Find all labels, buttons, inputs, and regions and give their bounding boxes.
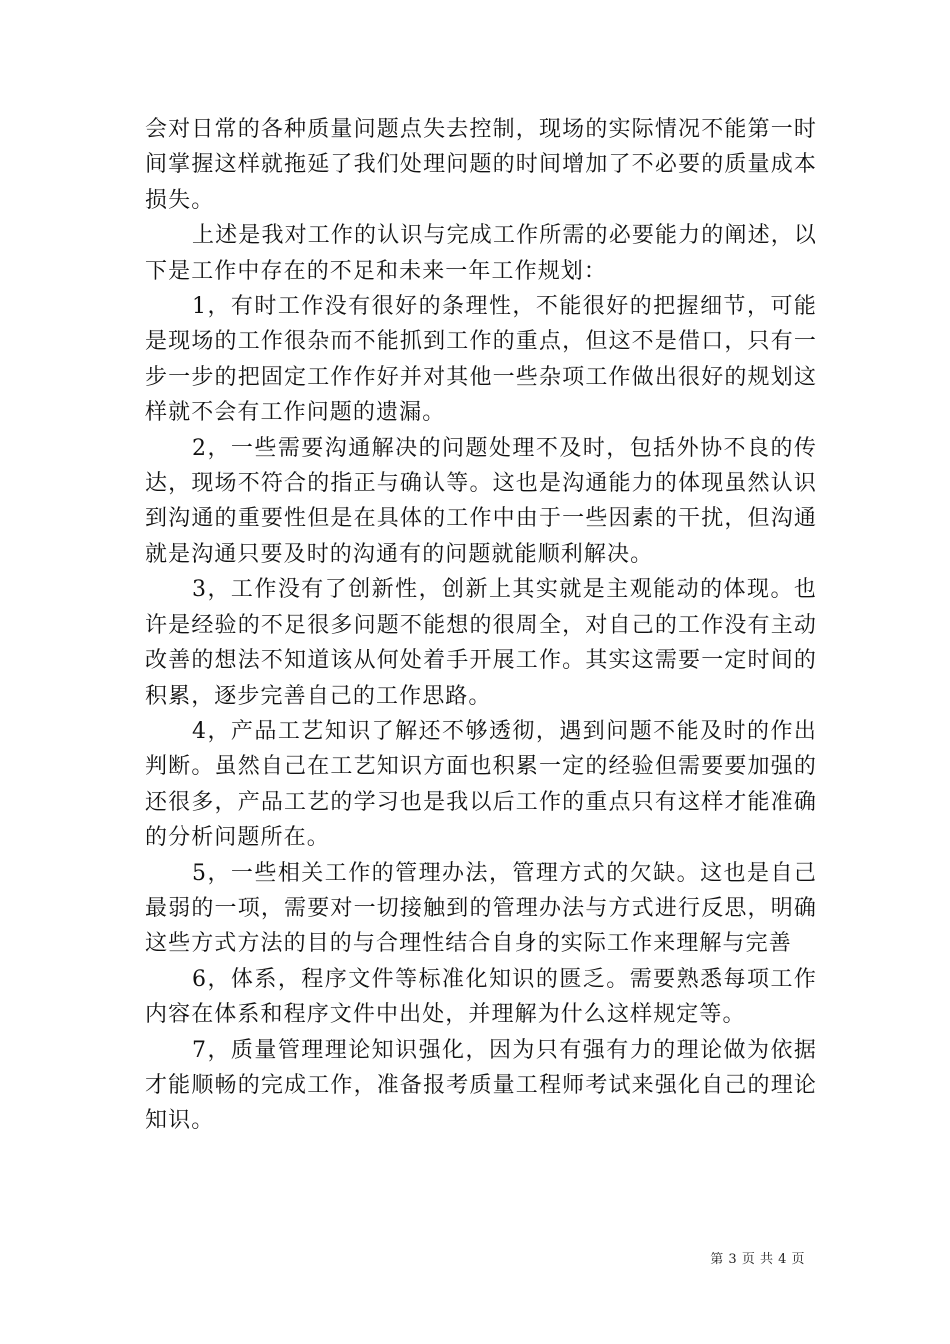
page-number-footer: 第 3 页 共 4 页 xyxy=(710,1252,805,1267)
paragraph-item-7: 7，质量管理理论知识强化，因为只有强有力的理论做为依据才能顺畅的完成工作，准备报考质量工程师考试来强化自己的理论知识。 xyxy=(145,1037,817,1134)
paragraph-item-6: 6，体系，程序文件等标准化知识的匮乏。需要熟悉每项工作内容在体系和程序文件中出处，并理解为什么这样规定等。 xyxy=(145,966,817,1028)
paragraph-item-4: 4，产品工艺知识了解还不够透彻，遇到问题不能及时的作出判断。虽然自己在工艺知识方面也积累一定的经验但需要要加强的还很多，产品工艺的学习也是我以后工作的重点只有这样才能准确的分析问题所在。 xyxy=(145,718,817,851)
paragraph-intro: 上述是我对工作的认识与完成工作所需的必要能力的阐述，以下是工作中存在的不足和未来一年工作规划： xyxy=(145,223,817,284)
paragraph-item-3: 3，工作没有了创新性，创新上其实就是主观能动的体现。也许是经验的不足很多问题不能想的很周全，对自己的工作没有主动改善的想法不知道该从何处着手开展工作。其实这需要一定时间的积累，逐步完善自己的工作思路。 xyxy=(145,577,817,709)
paragraph-item-5: 5，一些相关工作的管理办法，管理方式的欠缺。这也是自己最弱的一项，需要对一切接触到的管理办法与方式进行反思，明确这些方式方法的目的与合理性结合自身的实际工作来理解与完善 xyxy=(145,860,817,957)
paragraph-item-2: 2，一些需要沟通解决的问题处理不及时，包括外协不良的传达，现场不符合的指正与确认等。这也是沟通能力的体现虽然认识到沟通的重要性但是在具体的工作中由于一些因素的干扰，但沟通就是沟通只要及时的沟通有的问题就能顺利解决。 xyxy=(145,435,817,567)
paragraph-item-1: 1，有时工作没有很好的条理性，不能很好的把握细节，可能是现场的工作很杂而不能抓到工作的重点，但这不是借口，只有一步一步的把固定工作作好并对其他一些杂项工作做出很好的规划这样就不会有工作问题的遗漏。 xyxy=(145,294,817,426)
paragraph-continuation: 会对日常的各种质量问题点失去控制，现场的实际情况不能第一时间掌握这样就拖延了我们处理问题的时间增加了不必要的质量成本损失。 xyxy=(145,117,817,213)
document-body xyxy=(145,112,817,1139)
